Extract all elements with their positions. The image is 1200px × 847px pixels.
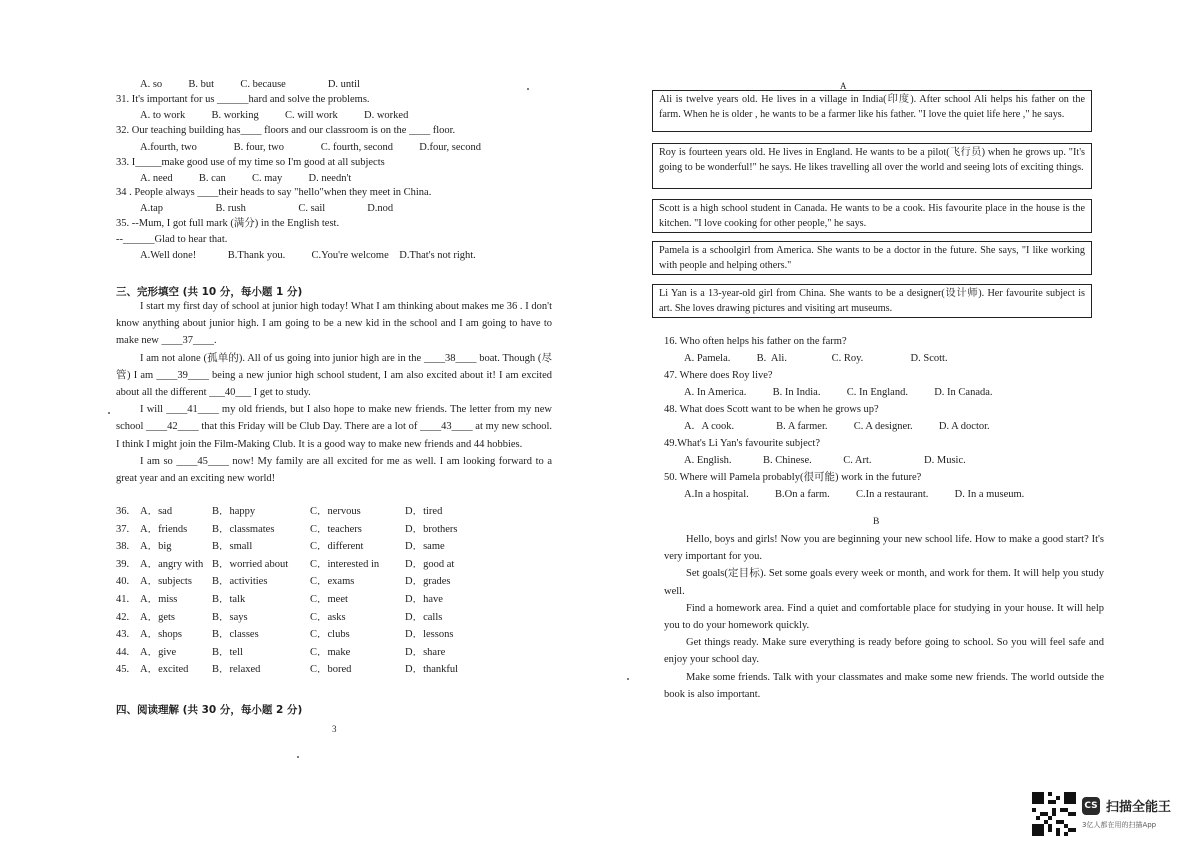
- cloze-option: D．share: [405, 646, 446, 658]
- passage-a-box-roy: Roy is fourteen years old. He lives in England. He wants to be a pilot(飞行员) when he grows up. "It's going to be wonderful!" he says. He likes travelling all over the world and seeing lots of exciting things.: [652, 143, 1092, 189]
- cloze-paragraph-1: I start my first day of school at junior high today! What I am thinking about makes me 36 . I don't know anything about junior high. I am going to be a new kid in the school and I am going to have to make new ____37____.: [116, 301, 552, 347]
- cloze-option: D．tired: [405, 506, 443, 517]
- cloze-option: B．tell: [212, 646, 243, 658]
- passage-b-paragraph-3: Find a homework area. Find a quiet and comfortable place for studying in your house. It will help you to do your homework quickly.: [664, 602, 1104, 632]
- question-options: A.Well done! B.Thank you. C.You're welcome D.That's not right.: [140, 250, 476, 261]
- scan-speck: [527, 88, 529, 90]
- cloze-item-number: 38.: [116, 541, 130, 553]
- cloze-option: D．thankful: [405, 664, 459, 676]
- cloze-option: B．activities: [212, 576, 268, 588]
- cloze-item-number: 43.: [116, 629, 130, 641]
- question-stem: 34 . People always ____their heads to say "hello"when they meet in China.: [116, 187, 432, 198]
- cloze-option: A．shops: [140, 629, 183, 641]
- passage-b-label: B: [873, 517, 880, 527]
- cloze-option: C．clubs: [310, 629, 350, 641]
- cloze-item-number: 45.: [116, 664, 130, 676]
- cloze-option: D．calls: [405, 611, 443, 623]
- question-stem: 35. --Mum, I got full mark (满分) in the English test.: [116, 218, 340, 229]
- reading-question-stem: 48. What does Scott want to be when he grows up?: [664, 404, 879, 415]
- cloze-option: A．miss: [140, 594, 178, 605]
- camscanner-brand: 扫描全能王: [1106, 800, 1172, 815]
- passage-b: [664, 531, 1104, 703]
- scan-speck: [297, 756, 299, 758]
- cloze-option: C．different: [310, 541, 364, 553]
- cloze-option: A．big: [140, 541, 172, 553]
- page-number: 3: [332, 724, 337, 734]
- reading-question-options: A.In a hospital. B.On a farm. C.In a restaurant. D. In a museum.: [684, 489, 1025, 500]
- cloze-option: A．subjects: [140, 576, 192, 588]
- reading-question-stem: 47. Where does Roy live?: [664, 370, 773, 381]
- cloze-item-number: 36.: [116, 506, 130, 517]
- passage-a-box-pamela: Pamela is a schoolgirl from America. She wants to be a doctor in the future. She says, "I like working with people and helping others.": [652, 241, 1092, 275]
- cloze-item-number: 40.: [116, 576, 130, 588]
- reading-question-stem: 16. Who often helps his father on the farm?: [664, 336, 847, 347]
- cloze-option: B．classmates: [212, 523, 275, 535]
- cloze-option: C．teachers: [310, 523, 362, 535]
- cloze-item-number: 41.: [116, 594, 130, 605]
- cloze-option: C．asks: [310, 611, 346, 623]
- section-3-title: 三、完形填空 (共 10 分，每小题 1 分): [116, 286, 303, 298]
- passage-a-box-scott: Scott is a high school student in Canada. He wants to be a cook. His favourite place in the house is the kitchen. "I love cooking for other people," he says.: [652, 199, 1092, 233]
- question-options: A. need B. can C. may D. needn't: [140, 173, 352, 184]
- cloze-option: A．excited: [140, 664, 189, 676]
- cloze-option: B．happy: [212, 506, 256, 517]
- cloze-paragraph-4: I am so ____45____ now! My family are all excited for me as well. I am looking forward to a great year and an exciting new world!: [116, 455, 552, 485]
- cloze-option: B．worried about: [212, 558, 289, 570]
- question-stem: 33. I_____make good use of my time so I'm good at all subjects: [116, 157, 385, 168]
- cloze-option: C．interested in: [310, 558, 380, 570]
- cloze-option: B．relaxed: [212, 664, 261, 676]
- camscanner-tagline: 3亿人都在用的扫描App: [1082, 821, 1157, 829]
- section-4-title: 四、阅读理解 (共 30 分，每小题 2 分): [116, 704, 303, 716]
- cloze-passage: [116, 298, 552, 487]
- cloze-item-number: 42.: [116, 611, 130, 623]
- question-stem: 31. It's important for us ______hard and solve the problems.: [116, 94, 370, 105]
- reading-question-options: A. A cook. B. A farmer. C. A designer. D. A doctor.: [684, 421, 990, 432]
- question-options: A. to work B. working C. will work D. worked: [140, 110, 409, 121]
- cloze-option: C．meet: [310, 594, 348, 605]
- passage-a-box-ali: Ali is twelve years old. He lives in a village in India(印度). After school Ali helps his father on the farm. When he is older , he wants to be a farmer like his father. "I love the quiet life here ," he says.: [652, 90, 1092, 132]
- question-options: A.tap B. rush C. sail D.nod: [140, 203, 394, 214]
- cloze-option: C．bored: [310, 664, 352, 676]
- question-options: A.fourth, two B. four, two C. fourth, second D.four, second: [140, 142, 481, 153]
- cloze-option: D．have: [405, 594, 443, 605]
- passage-a-label: A: [840, 81, 847, 91]
- cloze-option: B．talk: [212, 594, 246, 605]
- cloze-option: A．give: [140, 646, 177, 658]
- cloze-paragraph-2: I am not alone (孤单的). All of us going into junior high are in the ____38____ boat. Though (尽管) I am ____39____ being a new junior high school student, I am also excited about it! I am excited about all the different ___40___ I get to study.: [116, 352, 552, 399]
- qr-code-icon: [1032, 792, 1076, 836]
- passage-b-paragraph-5: Make some friends. Talk with your classmates and make some new friends. The world outside the book is also important.: [664, 671, 1104, 700]
- cloze-option: C．make: [310, 646, 351, 658]
- cloze-item-number: 44.: [116, 646, 130, 658]
- cloze-option: D．lessons: [405, 629, 454, 641]
- cloze-option: B．says: [212, 611, 248, 623]
- passage-b-paragraph-2: Set goals(定目标). Set some goals every week or month, and work for them. It will help you study well.: [664, 568, 1104, 597]
- right-page: [600, 0, 1200, 847]
- scan-speck: [627, 678, 629, 680]
- passage-b-paragraph-4: Get things ready. Make sure everything is ready before going to school. So you will feel safe and enjoy your school day.: [664, 637, 1104, 666]
- cloze-option: D．good at: [405, 558, 455, 570]
- passage-b-paragraph-1: Hello, boys and girls! Now you are beginning your new school life. How to make a good start? It's very important for you.: [664, 534, 1104, 563]
- cloze-option: B．small: [212, 541, 253, 553]
- cloze-option: B．classes: [212, 629, 259, 641]
- cloze-option: D．brothers: [405, 523, 458, 535]
- cloze-item-number: 37.: [116, 523, 130, 535]
- cloze-option: A．sad: [140, 506, 173, 517]
- passage-a-box-liyan: Li Yan is a 13-year-old girl from China. She wants to be a designer(设计师). Her favourite subject is art. She loves drawing pictures and visiting art museums.: [652, 284, 1092, 318]
- cloze-paragraph-3: I will ____41____ my old friends, but I also hope to make new friends. The letter from my new school ____42____ that this Friday will be Club Day. There are a lot of ____43____ at my new school. I think I might join the Film-Making Club. It is a good way to make new friends and 44 hobbies.: [116, 404, 552, 450]
- camscanner-logo: CS: [1082, 797, 1100, 815]
- cloze-option: A．gets: [140, 611, 175, 623]
- reading-question-options: A. English. B. Chinese. C. Art. D. Music.: [684, 455, 966, 466]
- question-stem: --______Glad to hear that.: [116, 234, 228, 245]
- reading-question-options: A. Pamela. B. Ali. C. Roy. D. Scott.: [684, 353, 948, 364]
- cloze-option: C．nervous: [310, 506, 361, 517]
- question-options: A. so B. but C. because D. until: [140, 79, 360, 90]
- scan-speck: [108, 412, 110, 414]
- reading-question-options: A. In America. B. In India. C. In England. D. In Canada.: [684, 387, 993, 398]
- reading-question-stem: 49.What's Li Yan's favourite subject?: [664, 438, 821, 449]
- cloze-item-number: 39.: [116, 558, 130, 570]
- cloze-option: A．friends: [140, 523, 188, 535]
- cloze-option: C．exams: [310, 576, 355, 588]
- reading-question-stem: 50. Where will Pamela probably(很可能) work in the future?: [664, 472, 922, 483]
- cloze-option: D．grades: [405, 576, 451, 588]
- question-stem: 32. Our teaching building has____ floors and our classroom is on the ____ floor.: [116, 125, 456, 136]
- cloze-option: D．same: [405, 541, 445, 553]
- cloze-option: A．angry with: [140, 558, 204, 570]
